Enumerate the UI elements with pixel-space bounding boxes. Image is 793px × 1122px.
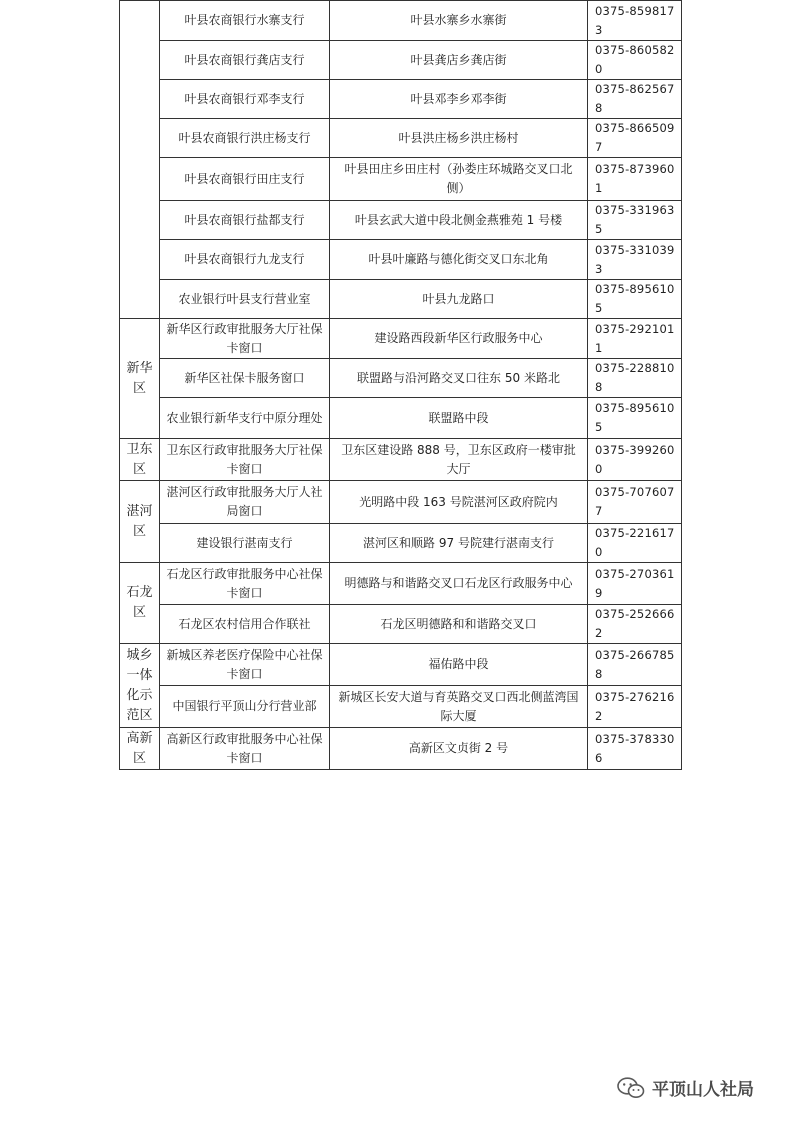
phone-cell: 0375-8598173 — [588, 1, 682, 41]
phone-cell: 0375-3319635 — [588, 201, 682, 240]
phone-cell: 0375-8605820 — [588, 41, 682, 80]
table-row — [120, 41, 682, 80]
district-cell — [120, 1, 160, 319]
address-cell: 叶县九龙路口 — [330, 280, 588, 319]
phone-cell: 0375-2762162 — [588, 686, 682, 728]
table-row — [120, 563, 682, 605]
table-row — [120, 481, 682, 524]
table-row — [120, 524, 682, 563]
location-name-cell: 农业银行新华支行中原分理处 — [160, 398, 330, 439]
phone-cell: 0375-8625678 — [588, 80, 682, 119]
district-cell: 城乡一体化示范区 — [120, 644, 160, 728]
address-cell: 联盟路与沿河路交叉口往东 50 米路北 — [330, 359, 588, 398]
account-name: 平顶山人社局 — [652, 1080, 754, 1100]
phone-cell: 0375-2288108 — [588, 359, 682, 398]
table-row — [120, 119, 682, 158]
phone-cell: 0375-8956105 — [588, 398, 682, 439]
district-cell: 高新区 — [120, 728, 160, 770]
location-name-cell: 湛河区行政审批服务大厅人社局窗口 — [160, 481, 330, 524]
location-name-cell: 叶县农商银行邓李支行 — [160, 80, 330, 119]
location-name-cell: 叶县农商银行九龙支行 — [160, 240, 330, 280]
address-cell: 光明路中段 163 号院湛河区政府院内 — [330, 481, 588, 524]
address-cell: 建设路西段新华区行政服务中心 — [330, 319, 588, 359]
address-cell: 叶县叶廉路与德化街交叉口东北角 — [330, 240, 588, 280]
location-name-cell: 叶县农商银行盐都支行 — [160, 201, 330, 240]
address-cell: 叶县水寨乡水寨街 — [330, 1, 588, 41]
address-cell: 叶县洪庄杨乡洪庄杨村 — [330, 119, 588, 158]
phone-cell: 0375-3783306 — [588, 728, 682, 770]
table-row — [120, 280, 682, 319]
address-cell: 高新区文贞街 2 号 — [330, 728, 588, 770]
phone-cell: 0375-2216170 — [588, 524, 682, 563]
district-cell: 卫东区 — [120, 439, 160, 481]
table-row — [120, 158, 682, 201]
phone-cell: 0375-2667858 — [588, 644, 682, 686]
district-cell: 石龙区 — [120, 563, 160, 644]
phone-cell: 0375-7076077 — [588, 481, 682, 524]
district-cell: 湛河区 — [120, 481, 160, 563]
location-name-cell: 叶县农商银行洪庄杨支行 — [160, 119, 330, 158]
phone-cell: 0375-2921011 — [588, 319, 682, 359]
table-row — [120, 686, 682, 728]
location-name-cell: 农业银行叶县支行营业室 — [160, 280, 330, 319]
address-cell: 叶县玄武大道中段北侧金燕雅苑 1 号楼 — [330, 201, 588, 240]
phone-cell: 0375-8956105 — [588, 280, 682, 319]
table-row — [120, 240, 682, 280]
address-cell: 明德路与和谐路交叉口石龙区行政服务中心 — [330, 563, 588, 605]
table-row — [120, 644, 682, 686]
wechat-icon — [616, 1076, 646, 1100]
table-row — [120, 398, 682, 439]
table-row — [120, 605, 682, 644]
district-cell: 新华区 — [120, 319, 160, 439]
table-row — [120, 319, 682, 359]
location-name-cell: 石龙区农村信用合作联社 — [160, 605, 330, 644]
address-cell: 湛河区和顺路 97 号院建行湛南支行 — [330, 524, 588, 563]
phone-cell: 0375-8665097 — [588, 119, 682, 158]
table-row — [120, 359, 682, 398]
phone-cell: 0375-8739601 — [588, 158, 682, 201]
footer-watermark — [616, 1075, 754, 1100]
phone-cell: 0375-2703619 — [588, 563, 682, 605]
phone-cell: 0375-2526662 — [588, 605, 682, 644]
location-name-cell: 中国银行平顶山分行营业部 — [160, 686, 330, 728]
table-body — [120, 1, 682, 770]
address-cell: 联盟路中段 — [330, 398, 588, 439]
location-name-cell: 叶县农商银行龚店支行 — [160, 41, 330, 80]
service-locations-table — [119, 0, 682, 770]
address-cell: 福佑路中段 — [330, 644, 588, 686]
table-row — [120, 201, 682, 240]
address-cell: 叶县龚店乡龚店街 — [330, 41, 588, 80]
address-cell: 石龙区明德路和和谐路交叉口 — [330, 605, 588, 644]
location-name-cell: 新城区养老医疗保险中心社保卡窗口 — [160, 644, 330, 686]
location-name-cell: 叶县农商银行水寨支行 — [160, 1, 330, 41]
location-name-cell: 建设银行湛南支行 — [160, 524, 330, 563]
table-row — [120, 80, 682, 119]
location-name-cell: 石龙区行政审批服务中心社保卡窗口 — [160, 563, 330, 605]
table-row — [120, 728, 682, 770]
address-cell: 卫东区建设路 888 号，卫东区政府一楼审批大厅 — [330, 439, 588, 481]
location-name-cell: 卫东区行政审批服务大厅社保卡窗口 — [160, 439, 330, 481]
address-cell: 叶县邓李乡邓李街 — [330, 80, 588, 119]
address-cell: 叶县田庄乡田庄村（孙娄庄环城路交叉口北侧） — [330, 158, 588, 201]
phone-cell: 0375-3992600 — [588, 439, 682, 481]
location-name-cell: 新华区社保卡服务窗口 — [160, 359, 330, 398]
phone-cell: 0375-3310393 — [588, 240, 682, 280]
location-name-cell: 叶县农商银行田庄支行 — [160, 158, 330, 201]
location-name-cell: 新华区行政审批服务大厅社保卡窗口 — [160, 319, 330, 359]
table-row — [120, 1, 682, 41]
table-row — [120, 439, 682, 481]
address-cell: 新城区长安大道与育英路交叉口西北侧蓝湾国际大厦 — [330, 686, 588, 728]
location-name-cell: 高新区行政审批服务中心社保卡窗口 — [160, 728, 330, 770]
